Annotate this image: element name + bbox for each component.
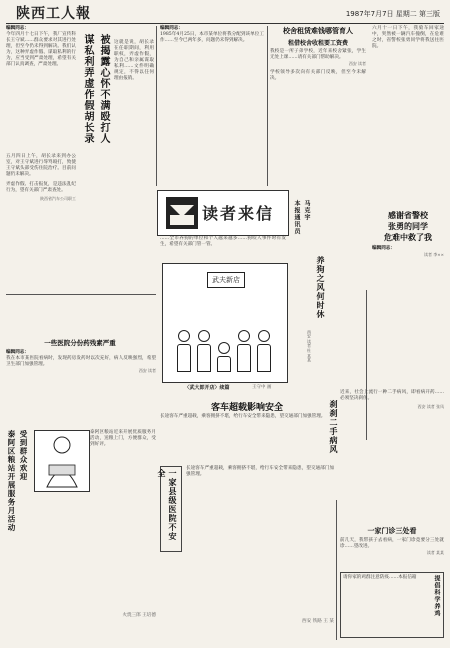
right-mid-article bbox=[340, 390, 444, 500]
mid-middle-body: ……全市养狗的单位和个人越来越多……狗咬人事件时有发生，希望有关部门管一管。 bbox=[160, 236, 286, 247]
top-right-headline: 校舍租赁难钱哪管育人 bbox=[283, 26, 353, 35]
top-right-signature: 西安 读者 bbox=[348, 61, 366, 66]
bottom-mid-body-2: 长途客车严重超载，乘客拥挤不堪，给行车安全带来隐患，望交通部门加强管理。 bbox=[186, 466, 334, 477]
right-mid-body: 近来，社会上流行一种二手病风，即看病开药……必须坚决刹住。 bbox=[340, 390, 444, 401]
bottom-right-article bbox=[340, 538, 444, 568]
left-vertical-headline: 谋私利弄虚作假胡长录 bbox=[82, 34, 93, 144]
bottom-right-boxed-notice bbox=[340, 572, 444, 638]
bottom-mid-article bbox=[160, 414, 334, 464]
top-right-subheadline: 租借校舍收租要工资费 bbox=[287, 40, 348, 47]
right-sub-greeting: 编辑同志： bbox=[372, 246, 395, 251]
right-sub-headline-3: 危难中救了我 bbox=[384, 232, 432, 242]
right-sub-body-top: 六月十一日下午，我骑车回家途中，突然被一辆汽车撞倒，在危难之时，省警校张勇同学将我送往医院。 bbox=[372, 26, 444, 49]
mid-middle-headline: 养狗之风何时休 bbox=[316, 256, 326, 319]
bottom-mid-article-2 bbox=[186, 466, 334, 616]
top-right-column-body: 学校领导多次向有关部门反映，但至今未解决。 bbox=[270, 70, 366, 81]
cartoon-shop-sign: 武夫新店 bbox=[207, 272, 245, 288]
left-sub-signature: 西安 读者 bbox=[138, 368, 156, 373]
left-mid-body: 弄虚作假、打击报复，是违法乱纪行为，望有关部门严肃查处。 bbox=[6, 182, 76, 193]
bottom-right-body: 前几天，我带孩子去看病，一家门诊竟要分三处就诊……望改进。 bbox=[340, 538, 444, 549]
bottom-left-signature: 火烧三郎 王培德 bbox=[122, 613, 156, 618]
right-mid-headline: 刹刹二手病风 bbox=[329, 400, 339, 454]
right-sub-article bbox=[372, 26, 444, 356]
left-sub-headline: 一些医院分份药残素严重 bbox=[44, 339, 116, 347]
left-top-greeting: 编辑同志： bbox=[6, 26, 29, 31]
bottom-right-boxed-body: 请你家的鸡群注意防疫……本报信箱 bbox=[343, 575, 417, 580]
banner-title: 读者来信 bbox=[202, 204, 275, 223]
bottom-left-article bbox=[90, 430, 156, 606]
top-mid-body: 1985年4月25日，本市某单位将我分配到该单位工作……至今已两年多，问题仍未得到解决。 bbox=[160, 32, 264, 43]
envelope-icon bbox=[164, 195, 200, 231]
bottom-left-headline-2: 受到群众欢迎 bbox=[19, 430, 28, 481]
bottom-mid-signature: 西安 铁路 王 某 bbox=[302, 619, 334, 624]
reporter-label: 本报通讯员 bbox=[293, 200, 300, 235]
right-mid-signature: 西安 读者 张凤 bbox=[417, 404, 444, 409]
cartoon-artist: 王守中 画 bbox=[252, 385, 272, 390]
column-rule-2 bbox=[267, 26, 268, 186]
left-top-body: 今年四月十七日下午，我厂宣传科长王守斌……群众要求对其进行处理，但至今仍未得到解决。我们认为，这种弄虚作假、谋取私利的行为，应当受到严肃处理，希望有关部门认真调查，严肃处理。 bbox=[6, 32, 76, 67]
reader-figure-icon bbox=[35, 431, 89, 491]
mid-left-body: 这就是说，胡长录在任职期间，利用职权，弄虚作假，为自己和亲属谋取私利……文件明确规定，不得以任何理由报销。 bbox=[114, 40, 154, 81]
left-top-body2: 五月四日上午，胡长录来到办公室，对王守斌进行辱骂殴打，致使王守斌头部受伤住院治疗。目前问题仍未解决。 bbox=[6, 154, 76, 177]
mid-middle-signature: 西安 读者 杜 某某 bbox=[307, 330, 312, 362]
cartoon-figure bbox=[237, 330, 251, 376]
bottom-left-body: 泰阿区粮站近来开展优质服务月活动，送粮上门，方便群众，受到好评。 bbox=[90, 430, 156, 447]
cartoon-illustration bbox=[162, 263, 288, 383]
top-mid-article bbox=[160, 26, 264, 186]
bottom-mid-headline: 客车超载影响安全 bbox=[210, 403, 283, 413]
section-rule bbox=[6, 294, 156, 295]
left-vertical-headline-2: 被揭露心怀不满殴打人 bbox=[98, 34, 109, 144]
left-mid-signature: 陕西省汽车公司职工 bbox=[40, 196, 76, 201]
bottom-mid-body: 长途客车严重超载，乘客拥挤不堪，给行车安全带来隐患，望交通部门加强管理。 bbox=[160, 414, 326, 419]
cartoon-caption: 〈武大郎开店〉续篇 bbox=[184, 385, 230, 391]
masthead-title: 陕西工人報 bbox=[16, 6, 91, 22]
bottom-right-signature: 读者 某某 bbox=[426, 550, 444, 555]
column-rule-4 bbox=[336, 500, 337, 640]
left-sub-greeting: 编辑同志： bbox=[6, 350, 29, 355]
masthead bbox=[6, 3, 444, 24]
top-right-body: 我校是一所子弟学校，近年来校舍紧张，学生无处上课……请有关部门帮助解决。 bbox=[270, 49, 366, 60]
right-sub-signature: 读者 李×× bbox=[424, 252, 444, 257]
cartoon-figure bbox=[257, 330, 271, 376]
right-sub-headline-2: 张勇的同学 bbox=[388, 221, 428, 231]
mid-left-column bbox=[114, 40, 154, 280]
masthead-date: 1987年7月7日 星期二 第三版 bbox=[345, 10, 440, 18]
column-rule bbox=[156, 26, 157, 186]
bottom-mid-boxed-headline: 一家县级医院不安全 bbox=[160, 466, 182, 552]
bottom-left-headline: 泰阿区粮站开展服务月活动 bbox=[7, 430, 16, 532]
top-mid-greeting: 编辑同志： bbox=[160, 26, 183, 31]
reading-illustration bbox=[34, 430, 90, 492]
bottom-right-boxed-title: 提倡科学养鸡 bbox=[433, 575, 440, 617]
cartoon-figure bbox=[177, 330, 191, 376]
mid-middle-article bbox=[160, 236, 286, 262]
left-top-article bbox=[6, 26, 76, 286]
left-sub-body: 我在本市某医院看病时，发现药房发药时以次充好，病人反映强烈，希望卫生部门加强管理。 bbox=[6, 356, 156, 367]
cartoon-figure bbox=[217, 342, 231, 376]
right-sub-headline: 感谢省警校 bbox=[388, 210, 428, 220]
cartoon-figure bbox=[197, 330, 211, 376]
reporter-name: 马克宇 bbox=[303, 200, 310, 221]
bottom-right-headline: 一家门诊三处看 bbox=[367, 526, 417, 535]
left-sub-article bbox=[6, 350, 156, 408]
reader-letters-banner bbox=[157, 190, 289, 236]
